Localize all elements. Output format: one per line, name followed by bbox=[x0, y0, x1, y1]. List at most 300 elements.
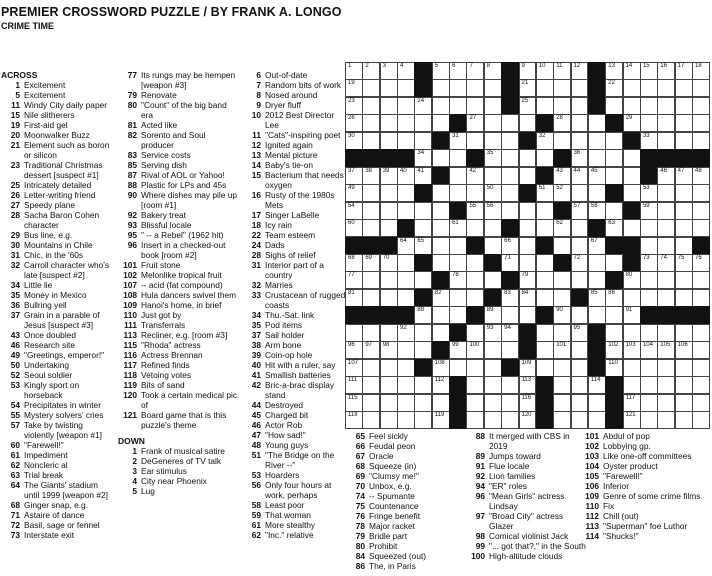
grid-cell[interactable] bbox=[345, 132, 363, 150]
grid-cell[interactable] bbox=[432, 79, 450, 97]
grid-cell[interactable] bbox=[536, 79, 554, 97]
grid-cell[interactable] bbox=[640, 97, 658, 115]
grid-cell[interactable] bbox=[432, 149, 450, 167]
grid-cell[interactable] bbox=[397, 254, 415, 272]
grid-cell[interactable] bbox=[588, 411, 606, 429]
grid-cell[interactable] bbox=[640, 237, 658, 255]
grid-cell[interactable] bbox=[484, 202, 502, 220]
grid-cell[interactable] bbox=[466, 202, 484, 220]
grid-cell[interactable] bbox=[519, 202, 537, 220]
grid-cell[interactable] bbox=[362, 167, 380, 185]
grid-cell[interactable] bbox=[692, 62, 710, 80]
grid-cell[interactable] bbox=[414, 306, 432, 324]
grid-cell[interactable] bbox=[484, 79, 502, 97]
grid-cell[interactable] bbox=[484, 271, 502, 289]
grid-cell[interactable] bbox=[553, 411, 571, 429]
grid-cell[interactable] bbox=[380, 184, 398, 202]
grid-cell[interactable] bbox=[501, 202, 519, 220]
grid-cell[interactable] bbox=[640, 271, 658, 289]
grid-cell[interactable] bbox=[414, 167, 432, 185]
grid-cell[interactable] bbox=[466, 271, 484, 289]
grid-cell[interactable] bbox=[553, 167, 571, 185]
grid-cell[interactable] bbox=[449, 97, 467, 115]
grid-cell[interactable] bbox=[397, 114, 415, 132]
grid-cell[interactable] bbox=[397, 394, 415, 412]
grid-cell[interactable] bbox=[640, 62, 658, 80]
grid-cell[interactable] bbox=[675, 114, 693, 132]
grid-cell[interactable] bbox=[519, 167, 537, 185]
grid-cell[interactable] bbox=[449, 132, 467, 150]
grid-cell[interactable] bbox=[432, 324, 450, 342]
grid-cell[interactable] bbox=[414, 237, 432, 255]
grid-cell[interactable] bbox=[571, 97, 589, 115]
grid-cell[interactable] bbox=[553, 324, 571, 342]
grid-cell[interactable] bbox=[675, 219, 693, 237]
grid-cell[interactable] bbox=[519, 114, 537, 132]
grid-cell[interactable] bbox=[640, 324, 658, 342]
grid-cell[interactable] bbox=[536, 324, 554, 342]
grid-cell[interactable] bbox=[657, 394, 675, 412]
grid-cell[interactable] bbox=[675, 394, 693, 412]
grid-cell[interactable] bbox=[675, 359, 693, 377]
grid-cell[interactable] bbox=[588, 306, 606, 324]
grid-cell[interactable] bbox=[553, 271, 571, 289]
grid-cell[interactable] bbox=[553, 62, 571, 80]
grid-cell[interactable] bbox=[623, 114, 641, 132]
grid-cell[interactable] bbox=[623, 149, 641, 167]
grid-cell[interactable] bbox=[362, 97, 380, 115]
grid-cell[interactable] bbox=[345, 289, 363, 307]
grid-cell[interactable] bbox=[362, 289, 380, 307]
grid-cell[interactable] bbox=[519, 62, 537, 80]
grid-cell[interactable] bbox=[657, 271, 675, 289]
grid-cell[interactable] bbox=[484, 114, 502, 132]
grid-cell[interactable] bbox=[449, 306, 467, 324]
grid-cell[interactable] bbox=[519, 79, 537, 97]
grid-cell[interactable] bbox=[397, 97, 415, 115]
grid-cell[interactable] bbox=[345, 184, 363, 202]
grid-cell[interactable] bbox=[605, 97, 623, 115]
grid-cell[interactable] bbox=[519, 306, 537, 324]
grid-cell[interactable] bbox=[414, 97, 432, 115]
grid-cell[interactable] bbox=[657, 62, 675, 80]
grid-cell[interactable] bbox=[605, 202, 623, 220]
grid-cell[interactable] bbox=[449, 149, 467, 167]
grid-cell[interactable] bbox=[432, 219, 450, 237]
grid-cell[interactable] bbox=[519, 376, 537, 394]
grid-cell[interactable] bbox=[501, 341, 519, 359]
grid-cell[interactable] bbox=[449, 289, 467, 307]
grid-cell[interactable] bbox=[432, 62, 450, 80]
grid-cell[interactable] bbox=[571, 254, 589, 272]
grid-cell[interactable] bbox=[623, 341, 641, 359]
grid-cell[interactable] bbox=[380, 394, 398, 412]
grid-cell[interactable] bbox=[362, 132, 380, 150]
grid-cell[interactable] bbox=[380, 341, 398, 359]
grid-cell[interactable] bbox=[605, 79, 623, 97]
grid-cell[interactable] bbox=[345, 219, 363, 237]
grid-cell[interactable] bbox=[623, 97, 641, 115]
grid-cell[interactable] bbox=[588, 376, 606, 394]
grid-cell[interactable] bbox=[640, 219, 658, 237]
grid-cell[interactable] bbox=[640, 184, 658, 202]
grid-cell[interactable] bbox=[553, 97, 571, 115]
grid-cell[interactable] bbox=[657, 184, 675, 202]
grid-cell[interactable] bbox=[397, 324, 415, 342]
grid-cell[interactable] bbox=[675, 324, 693, 342]
grid-cell[interactable] bbox=[484, 167, 502, 185]
grid-cell[interactable] bbox=[414, 394, 432, 412]
grid-cell[interactable] bbox=[362, 219, 380, 237]
grid-cell[interactable] bbox=[432, 394, 450, 412]
grid-cell[interactable] bbox=[640, 394, 658, 412]
grid-cell[interactable] bbox=[553, 132, 571, 150]
grid-cell[interactable] bbox=[432, 289, 450, 307]
grid-cell[interactable] bbox=[588, 114, 606, 132]
grid-cell[interactable] bbox=[484, 237, 502, 255]
grid-cell[interactable] bbox=[692, 271, 710, 289]
grid-cell[interactable] bbox=[571, 202, 589, 220]
grid-cell[interactable] bbox=[414, 271, 432, 289]
grid-cell[interactable] bbox=[432, 376, 450, 394]
grid-cell[interactable] bbox=[536, 254, 554, 272]
grid-cell[interactable] bbox=[657, 167, 675, 185]
grid-cell[interactable] bbox=[553, 289, 571, 307]
grid-cell[interactable] bbox=[484, 376, 502, 394]
grid-cell[interactable] bbox=[449, 184, 467, 202]
grid-cell[interactable] bbox=[571, 306, 589, 324]
grid-cell[interactable] bbox=[362, 376, 380, 394]
grid-cell[interactable] bbox=[501, 237, 519, 255]
grid-cell[interactable] bbox=[657, 376, 675, 394]
grid-cell[interactable] bbox=[588, 271, 606, 289]
grid-cell[interactable] bbox=[588, 202, 606, 220]
grid-cell[interactable] bbox=[640, 114, 658, 132]
grid-cell[interactable] bbox=[623, 394, 641, 412]
grid-cell[interactable] bbox=[484, 219, 502, 237]
grid-cell[interactable] bbox=[484, 359, 502, 377]
grid-cell[interactable] bbox=[675, 237, 693, 255]
grid-cell[interactable] bbox=[605, 149, 623, 167]
grid-cell[interactable] bbox=[449, 219, 467, 237]
grid-cell[interactable] bbox=[345, 271, 363, 289]
grid-cell[interactable] bbox=[623, 376, 641, 394]
grid-cell[interactable] bbox=[553, 394, 571, 412]
grid-cell[interactable] bbox=[675, 132, 693, 150]
grid-cell[interactable] bbox=[588, 132, 606, 150]
grid-cell[interactable] bbox=[414, 219, 432, 237]
grid-cell[interactable] bbox=[501, 376, 519, 394]
grid-cell[interactable] bbox=[414, 324, 432, 342]
grid-cell[interactable] bbox=[466, 62, 484, 80]
grid-cell[interactable] bbox=[588, 254, 606, 272]
grid-cell[interactable] bbox=[657, 202, 675, 220]
grid-cell[interactable] bbox=[605, 306, 623, 324]
grid-cell[interactable] bbox=[692, 394, 710, 412]
grid-cell[interactable] bbox=[675, 184, 693, 202]
grid-cell[interactable] bbox=[345, 254, 363, 272]
grid-cell[interactable] bbox=[466, 79, 484, 97]
grid-cell[interactable] bbox=[380, 62, 398, 80]
grid-cell[interactable] bbox=[380, 97, 398, 115]
grid-cell[interactable] bbox=[605, 167, 623, 185]
grid-cell[interactable] bbox=[484, 341, 502, 359]
grid-cell[interactable] bbox=[692, 167, 710, 185]
grid-cell[interactable] bbox=[449, 359, 467, 377]
grid-cell[interactable] bbox=[414, 114, 432, 132]
grid-cell[interactable] bbox=[380, 219, 398, 237]
grid-cell[interactable] bbox=[692, 202, 710, 220]
grid-cell[interactable] bbox=[345, 79, 363, 97]
grid-cell[interactable] bbox=[623, 79, 641, 97]
grid-cell[interactable] bbox=[397, 289, 415, 307]
grid-cell[interactable] bbox=[519, 289, 537, 307]
grid-cell[interactable] bbox=[536, 149, 554, 167]
grid-cell[interactable] bbox=[657, 411, 675, 429]
grid-cell[interactable] bbox=[640, 202, 658, 220]
grid-cell[interactable] bbox=[640, 132, 658, 150]
grid-cell[interactable] bbox=[397, 184, 415, 202]
grid-cell[interactable] bbox=[675, 202, 693, 220]
grid-cell[interactable] bbox=[345, 167, 363, 185]
grid-cell[interactable] bbox=[571, 394, 589, 412]
grid-cell[interactable] bbox=[623, 184, 641, 202]
grid-cell[interactable] bbox=[553, 219, 571, 237]
grid-cell[interactable] bbox=[519, 271, 537, 289]
grid-cell[interactable] bbox=[501, 254, 519, 272]
grid-cell[interactable] bbox=[553, 237, 571, 255]
grid-cell[interactable] bbox=[519, 149, 537, 167]
grid-cell[interactable] bbox=[466, 376, 484, 394]
grid-cell[interactable] bbox=[692, 359, 710, 377]
grid-cell[interactable] bbox=[536, 219, 554, 237]
grid-cell[interactable] bbox=[640, 254, 658, 272]
grid-cell[interactable] bbox=[675, 376, 693, 394]
grid-cell[interactable] bbox=[692, 114, 710, 132]
grid-cell[interactable] bbox=[623, 219, 641, 237]
grid-cell[interactable] bbox=[466, 219, 484, 237]
grid-cell[interactable] bbox=[640, 411, 658, 429]
grid-cell[interactable] bbox=[345, 324, 363, 342]
grid-cell[interactable] bbox=[623, 411, 641, 429]
grid-cell[interactable] bbox=[553, 341, 571, 359]
grid-cell[interactable] bbox=[657, 359, 675, 377]
grid-cell[interactable] bbox=[432, 359, 450, 377]
grid-cell[interactable] bbox=[345, 376, 363, 394]
grid-cell[interactable] bbox=[623, 306, 641, 324]
grid-cell[interactable] bbox=[466, 132, 484, 150]
grid-cell[interactable] bbox=[571, 184, 589, 202]
grid-cell[interactable] bbox=[397, 167, 415, 185]
grid-cell[interactable] bbox=[380, 411, 398, 429]
grid-cell[interactable] bbox=[675, 97, 693, 115]
grid-cell[interactable] bbox=[692, 254, 710, 272]
grid-cell[interactable] bbox=[397, 202, 415, 220]
grid-cell[interactable] bbox=[432, 184, 450, 202]
grid-cell[interactable] bbox=[571, 79, 589, 97]
grid-cell[interactable] bbox=[397, 132, 415, 150]
grid-cell[interactable] bbox=[362, 202, 380, 220]
grid-cell[interactable] bbox=[345, 62, 363, 80]
grid-cell[interactable] bbox=[553, 306, 571, 324]
grid-cell[interactable] bbox=[692, 184, 710, 202]
grid-cell[interactable] bbox=[449, 79, 467, 97]
grid-cell[interactable] bbox=[432, 254, 450, 272]
grid-cell[interactable] bbox=[501, 411, 519, 429]
grid-cell[interactable] bbox=[345, 394, 363, 412]
grid-cell[interactable] bbox=[345, 97, 363, 115]
grid-cell[interactable] bbox=[623, 271, 641, 289]
grid-cell[interactable] bbox=[657, 341, 675, 359]
grid-cell[interactable] bbox=[675, 271, 693, 289]
grid-cell[interactable] bbox=[484, 184, 502, 202]
grid-cell[interactable] bbox=[362, 62, 380, 80]
grid-cell[interactable] bbox=[345, 411, 363, 429]
grid-cell[interactable] bbox=[692, 79, 710, 97]
grid-cell[interactable] bbox=[362, 394, 380, 412]
grid-cell[interactable] bbox=[536, 202, 554, 220]
grid-cell[interactable] bbox=[640, 376, 658, 394]
grid-cell[interactable] bbox=[536, 359, 554, 377]
grid-cell[interactable] bbox=[623, 289, 641, 307]
grid-cell[interactable] bbox=[657, 289, 675, 307]
grid-cell[interactable] bbox=[501, 394, 519, 412]
grid-cell[interactable] bbox=[466, 184, 484, 202]
grid-cell[interactable] bbox=[640, 341, 658, 359]
grid-cell[interactable] bbox=[345, 341, 363, 359]
grid-cell[interactable] bbox=[414, 376, 432, 394]
grid-cell[interactable] bbox=[362, 114, 380, 132]
grid-cell[interactable] bbox=[380, 376, 398, 394]
grid-cell[interactable] bbox=[484, 306, 502, 324]
grid-cell[interactable] bbox=[432, 202, 450, 220]
grid-cell[interactable] bbox=[380, 289, 398, 307]
grid-cell[interactable] bbox=[414, 149, 432, 167]
grid-cell[interactable] bbox=[449, 237, 467, 255]
grid-cell[interactable] bbox=[397, 411, 415, 429]
grid-cell[interactable] bbox=[380, 324, 398, 342]
grid-cell[interactable] bbox=[380, 254, 398, 272]
grid-cell[interactable] bbox=[605, 219, 623, 237]
grid-cell[interactable] bbox=[362, 254, 380, 272]
grid-cell[interactable] bbox=[571, 376, 589, 394]
grid-cell[interactable] bbox=[362, 324, 380, 342]
grid-cell[interactable] bbox=[380, 271, 398, 289]
grid-cell[interactable] bbox=[432, 237, 450, 255]
grid-cell[interactable] bbox=[449, 167, 467, 185]
grid-cell[interactable] bbox=[501, 324, 519, 342]
grid-cell[interactable] bbox=[571, 411, 589, 429]
grid-cell[interactable] bbox=[432, 114, 450, 132]
grid-cell[interactable] bbox=[692, 219, 710, 237]
grid-cell[interactable] bbox=[449, 271, 467, 289]
grid-cell[interactable] bbox=[466, 324, 484, 342]
grid-cell[interactable] bbox=[362, 341, 380, 359]
grid-cell[interactable] bbox=[675, 167, 693, 185]
grid-cell[interactable] bbox=[571, 237, 589, 255]
grid-cell[interactable] bbox=[380, 202, 398, 220]
grid-cell[interactable] bbox=[692, 411, 710, 429]
grid-cell[interactable] bbox=[553, 79, 571, 97]
grid-cell[interactable] bbox=[397, 271, 415, 289]
grid-cell[interactable] bbox=[380, 132, 398, 150]
grid-cell[interactable] bbox=[362, 359, 380, 377]
grid-cell[interactable] bbox=[692, 324, 710, 342]
grid-cell[interactable] bbox=[449, 62, 467, 80]
grid-cell[interactable] bbox=[466, 289, 484, 307]
grid-cell[interactable] bbox=[588, 394, 606, 412]
grid-cell[interactable] bbox=[692, 341, 710, 359]
grid-cell[interactable] bbox=[397, 62, 415, 80]
grid-cell[interactable] bbox=[588, 289, 606, 307]
grid-cell[interactable] bbox=[588, 184, 606, 202]
grid-cell[interactable] bbox=[571, 62, 589, 80]
grid-cell[interactable] bbox=[536, 62, 554, 80]
grid-cell[interactable] bbox=[466, 411, 484, 429]
grid-cell[interactable] bbox=[519, 254, 537, 272]
grid-cell[interactable] bbox=[553, 114, 571, 132]
grid-cell[interactable] bbox=[397, 237, 415, 255]
grid-cell[interactable] bbox=[605, 359, 623, 377]
grid-cell[interactable] bbox=[605, 254, 623, 272]
grid-cell[interactable] bbox=[692, 132, 710, 150]
grid-cell[interactable] bbox=[536, 132, 554, 150]
grid-cell[interactable] bbox=[675, 289, 693, 307]
grid-cell[interactable] bbox=[484, 324, 502, 342]
grid-cell[interactable] bbox=[466, 359, 484, 377]
grid-cell[interactable] bbox=[501, 184, 519, 202]
grid-cell[interactable] bbox=[536, 271, 554, 289]
grid-cell[interactable] bbox=[571, 324, 589, 342]
grid-cell[interactable] bbox=[605, 289, 623, 307]
grid-cell[interactable] bbox=[484, 394, 502, 412]
grid-cell[interactable] bbox=[588, 167, 606, 185]
grid-cell[interactable] bbox=[501, 306, 519, 324]
grid-cell[interactable] bbox=[432, 97, 450, 115]
grid-cell[interactable] bbox=[501, 149, 519, 167]
grid-cell[interactable] bbox=[519, 394, 537, 412]
grid-cell[interactable] bbox=[605, 132, 623, 150]
grid-cell[interactable] bbox=[449, 341, 467, 359]
grid-cell[interactable] bbox=[571, 341, 589, 359]
grid-cell[interactable] bbox=[380, 167, 398, 185]
grid-cell[interactable] bbox=[571, 219, 589, 237]
grid-cell[interactable] bbox=[466, 341, 484, 359]
grid-cell[interactable] bbox=[605, 62, 623, 80]
grid-cell[interactable] bbox=[657, 114, 675, 132]
grid-cell[interactable] bbox=[623, 324, 641, 342]
grid-cell[interactable] bbox=[397, 376, 415, 394]
grid-cell[interactable] bbox=[640, 79, 658, 97]
grid-cell[interactable] bbox=[623, 359, 641, 377]
grid-cell[interactable] bbox=[466, 167, 484, 185]
grid-cell[interactable] bbox=[501, 114, 519, 132]
grid-cell[interactable] bbox=[484, 97, 502, 115]
grid-cell[interactable] bbox=[519, 359, 537, 377]
grid-cell[interactable] bbox=[553, 376, 571, 394]
grid-cell[interactable] bbox=[414, 132, 432, 150]
grid-cell[interactable] bbox=[397, 341, 415, 359]
grid-cell[interactable] bbox=[605, 324, 623, 342]
grid-cell[interactable] bbox=[414, 202, 432, 220]
grid-cell[interactable] bbox=[362, 184, 380, 202]
grid-cell[interactable] bbox=[675, 62, 693, 80]
grid-cell[interactable] bbox=[501, 289, 519, 307]
grid-cell[interactable] bbox=[657, 254, 675, 272]
grid-cell[interactable] bbox=[466, 97, 484, 115]
grid-cell[interactable] bbox=[519, 411, 537, 429]
grid-cell[interactable] bbox=[571, 114, 589, 132]
